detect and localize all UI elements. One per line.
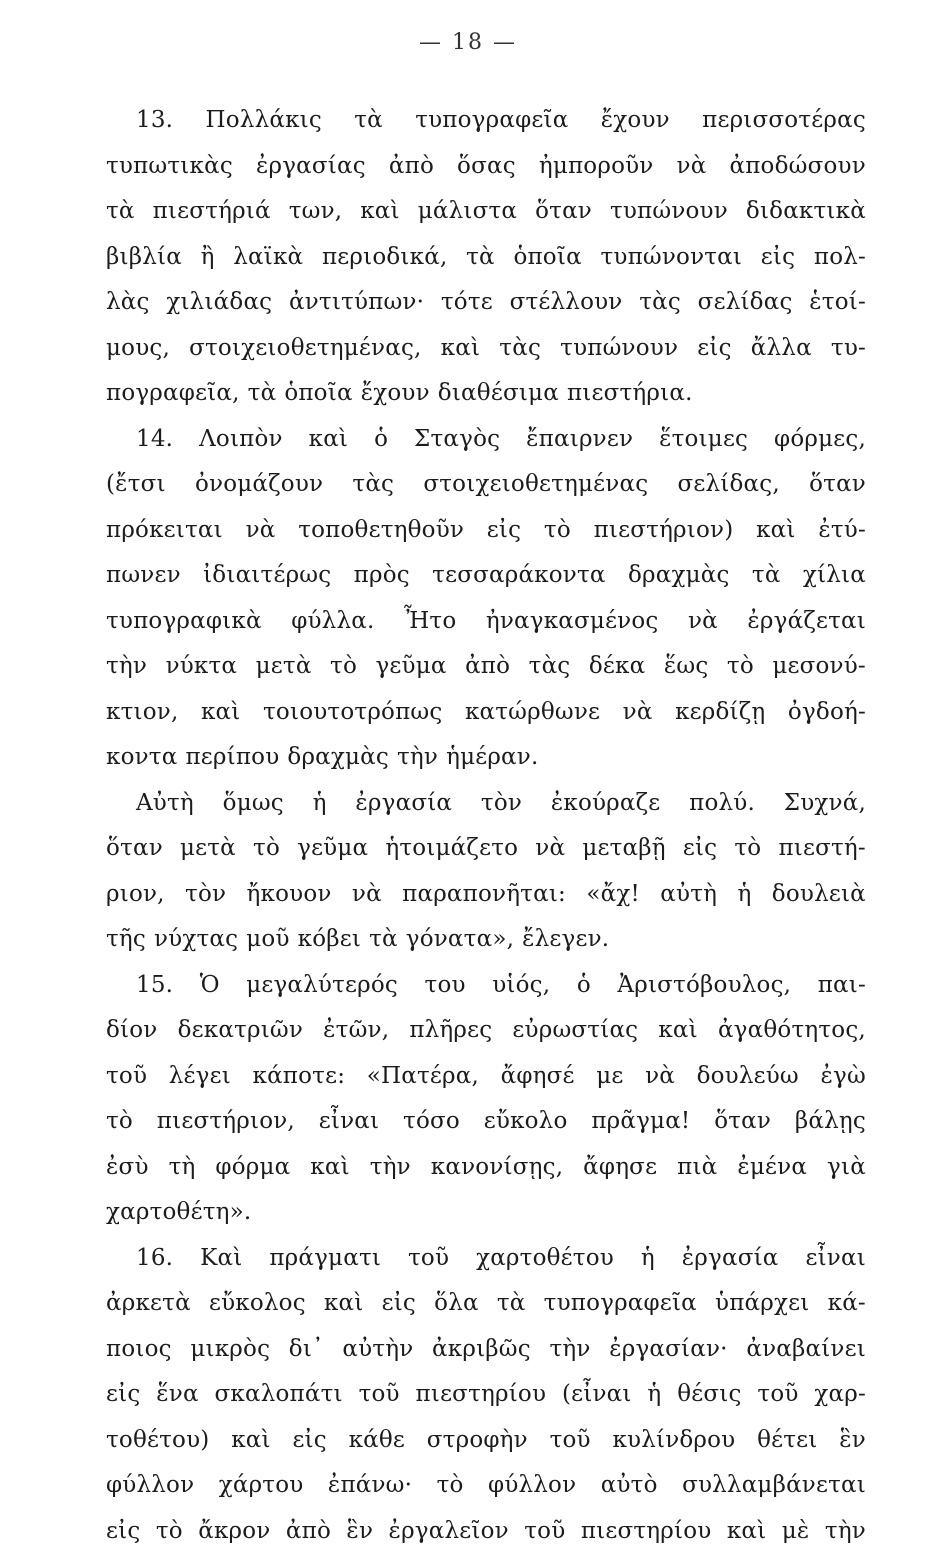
word: αὐτὸ: [601, 1463, 658, 1509]
text-line: [106, 280, 866, 326]
word: ἄφησέ: [501, 1054, 575, 1100]
word: εἰς: [106, 1372, 140, 1418]
word: στοιχειοθετημένας: [423, 462, 648, 508]
word: (ἔτσι: [106, 462, 166, 508]
word: του: [425, 963, 466, 1009]
word: τυπώνουν: [560, 326, 678, 372]
word: ἐσὺ: [106, 1145, 149, 1191]
word: εἶναι: [319, 1099, 379, 1145]
text-line: [106, 826, 866, 872]
word: τυπογραφεῖα: [544, 1281, 697, 1327]
word: τὸ: [727, 644, 754, 690]
word: στοιχειοθετημένας,: [189, 326, 421, 372]
word: δραχμὰς: [287, 735, 389, 781]
word: μοῦ: [246, 917, 289, 963]
word: τὴν: [370, 1145, 411, 1191]
word: ἐπάνω·: [328, 1463, 412, 1509]
word: κάποτε:: [253, 1054, 346, 1100]
text-line: [106, 189, 866, 235]
word: διαθέσιμα: [438, 371, 559, 417]
word: πιεστήριον): [594, 508, 734, 554]
text-line: [106, 1327, 866, 1373]
word: παραπονῆται:: [402, 872, 566, 918]
word: τὴν: [549, 1327, 590, 1373]
word: χαρ-: [814, 1372, 866, 1418]
word: ἀντιτύπων·: [289, 280, 424, 326]
word: ριον,: [106, 872, 165, 918]
word: βιβλία: [106, 235, 182, 281]
word: Καὶ: [200, 1236, 242, 1282]
word: γεῦμα: [375, 644, 446, 690]
text-line: [106, 1418, 866, 1464]
word: κερδίζῃ: [675, 690, 765, 736]
word: τοῦ: [106, 1054, 147, 1100]
text-line: [106, 1281, 866, 1327]
word: δουλεύω: [697, 1054, 799, 1100]
word: τυπώνονται: [600, 235, 742, 281]
word: ἄφησε: [583, 1145, 657, 1191]
word: Συχνά,: [784, 781, 866, 827]
word: νὰ: [623, 690, 653, 736]
word: τυπωτικὰς: [106, 144, 233, 190]
word: τοθέτου): [106, 1418, 209, 1464]
word: ἐργασία: [682, 1236, 779, 1282]
text-line: [106, 872, 866, 918]
text-line: [106, 599, 866, 645]
word: μὲ: [782, 1509, 810, 1554]
word: (εἶναι: [562, 1372, 632, 1418]
word: λαϊκὰ: [233, 235, 303, 281]
word: ἕνα: [156, 1372, 198, 1418]
word: ἄκρον: [198, 1509, 270, 1554]
word: ἕτοιμες: [659, 417, 748, 463]
word: λέγει: [169, 1054, 231, 1100]
word: ἔχουν: [601, 98, 670, 144]
word: τοῦ: [359, 1372, 400, 1418]
word: εὔκολος: [209, 1281, 306, 1327]
word: ἐργασίαν·: [609, 1327, 728, 1373]
word: βάλῃς: [795, 1099, 866, 1145]
word: τοποθετηθοῦν: [298, 508, 464, 554]
word: ἕως: [664, 644, 709, 690]
word: ὅσας: [457, 144, 516, 190]
word: τοῦ: [524, 1509, 565, 1554]
word: πολύ.: [689, 781, 755, 827]
word: πιεστή-: [778, 826, 865, 872]
word: ἐκούραζε: [551, 781, 661, 827]
word: μεταβῇ: [582, 826, 665, 872]
text-line: [106, 235, 866, 281]
word: περιοδικά,: [322, 235, 448, 281]
word: καὶ: [231, 1418, 271, 1464]
text-line: [106, 1236, 866, 1282]
word: Αὐτὴ: [136, 781, 194, 827]
word: χάρτου: [219, 1463, 304, 1509]
word: εὐρωστίας: [512, 1008, 638, 1054]
word: τοῦ: [408, 1236, 449, 1282]
word: τοῦ: [550, 1418, 591, 1464]
word: ἓν: [839, 1418, 866, 1464]
word: γόνατα»,: [406, 917, 514, 963]
word: ἄλλα: [751, 326, 812, 372]
word: ἡ: [647, 1372, 661, 1418]
word: ὁ: [577, 963, 591, 1009]
word: ἡμέραν.: [446, 735, 538, 781]
word: τυπογραφεῖα: [415, 98, 568, 144]
word: παι-: [818, 963, 866, 1009]
word: φύλλον: [106, 1463, 194, 1509]
word: νὰ: [645, 1054, 675, 1100]
word: αὐτὴ: [660, 872, 717, 918]
word: ὑπάρχει: [715, 1281, 809, 1327]
word: πιεστηρίου: [416, 1372, 547, 1418]
word: τὰ: [106, 189, 135, 235]
word: ἀπὸ: [389, 144, 434, 190]
word: ἡ: [737, 872, 751, 918]
word: πράγματι: [269, 1236, 381, 1282]
word: τοῦ: [757, 1372, 798, 1418]
word: ἐργαλεῖον: [389, 1509, 509, 1554]
text-line: [106, 781, 866, 827]
word: ὁ: [374, 417, 388, 463]
word: τοιουτοτρόπως: [263, 690, 442, 736]
word: ὅταν: [106, 826, 163, 872]
word: νὰ: [677, 144, 707, 190]
word: τὴν: [397, 735, 438, 781]
word: ἔλεγεν.: [522, 917, 609, 963]
word: γιὰ: [827, 1145, 866, 1191]
word: λὰς: [106, 280, 150, 326]
word: πιεστήρια.: [567, 371, 693, 417]
word: στροφὴν: [427, 1418, 528, 1464]
word: καὶ: [324, 1281, 364, 1327]
body-text: [106, 98, 866, 1554]
word: μάλιστα: [418, 189, 517, 235]
text-line: [106, 917, 866, 963]
word: 13.: [136, 98, 173, 144]
word: τότε: [441, 280, 493, 326]
word: φύλλα.: [291, 599, 374, 645]
word: ἀπὸ: [286, 1509, 331, 1554]
word: δίον: [106, 1008, 158, 1054]
word: ἠμποροῦν: [539, 144, 654, 190]
word: καὶ: [360, 189, 400, 235]
word: μεγαλύτερός: [246, 963, 398, 1009]
word: υἱός,: [492, 963, 550, 1009]
word: καὶ: [441, 326, 481, 372]
word: πογραφεῖα,: [106, 371, 240, 417]
text-line: [106, 553, 866, 599]
text-line: [106, 644, 866, 690]
text-line: [106, 1145, 866, 1191]
word: ἡτοιμάζετο: [385, 826, 518, 872]
word: «Πατέρα,: [367, 1054, 479, 1100]
word: τὰ: [466, 235, 495, 281]
word: τυπώνουν: [610, 189, 728, 235]
text-line: [106, 98, 866, 144]
text-line: [106, 462, 866, 508]
word: κά-: [828, 1281, 866, 1327]
text-line: [106, 144, 866, 190]
word: τὴν: [825, 1509, 866, 1554]
word: τὴ: [169, 1145, 196, 1191]
word: καὶ: [756, 508, 796, 554]
word: τόσο: [403, 1099, 460, 1145]
word: Πολλάκις: [205, 98, 321, 144]
word: φύλλον: [488, 1463, 576, 1509]
word: διδακτικὰ: [746, 189, 866, 235]
word: τὰ: [497, 1281, 526, 1327]
word: ἢ: [201, 235, 215, 281]
word: κατώρθωνε: [465, 690, 600, 736]
word: 14.: [136, 417, 173, 463]
word: των,: [289, 189, 343, 235]
word: ἔχουν: [361, 371, 430, 417]
word: νύχτας: [154, 917, 238, 963]
word: μετὰ: [256, 644, 312, 690]
word: πωνεν: [106, 553, 181, 599]
word: τῆς: [106, 917, 146, 963]
word: τὸν: [185, 872, 226, 918]
word: αὐτὴν: [342, 1327, 413, 1373]
word: Ἦτο: [404, 599, 456, 645]
word: ἀρκετὰ: [106, 1281, 191, 1327]
word: πιὰ: [677, 1145, 717, 1191]
word: δεκατριῶν: [178, 1008, 303, 1054]
word: πιεστήριον,: [157, 1099, 295, 1145]
word: ὅταν: [809, 462, 866, 508]
text-line: [106, 1190, 866, 1236]
word: φόρμα: [215, 1145, 290, 1191]
word: ἠναγκασμένος: [486, 599, 659, 645]
word: καὶ: [658, 1008, 698, 1054]
word: εἰς: [382, 1281, 416, 1327]
word: μετὰ: [180, 826, 236, 872]
word: καὶ: [310, 1145, 350, 1191]
word: κυλίνδρου: [612, 1418, 735, 1464]
text-line: [106, 508, 866, 554]
word: ἐργασία: [355, 781, 452, 827]
word: ὅλα: [434, 1281, 479, 1327]
word: ἀναβαίνει: [746, 1327, 866, 1373]
text-line: [106, 1509, 866, 1554]
word: καὶ: [309, 417, 349, 463]
word: 16.: [136, 1236, 173, 1282]
word: τὸν: [481, 781, 522, 827]
word: κοντα: [106, 735, 177, 781]
word: δουλειὰ: [772, 872, 866, 918]
word: ὅμως: [223, 781, 284, 827]
word: δέκα: [589, 644, 645, 690]
word: μους,: [106, 326, 170, 372]
word: νὰ: [246, 508, 276, 554]
text-line: [106, 417, 866, 463]
word: κάθε: [349, 1418, 405, 1464]
word: «ἄχ!: [586, 872, 640, 918]
word: τὰς: [639, 280, 681, 326]
word: περισσοτέρας: [702, 98, 866, 144]
word: συλλαμβάνεται: [682, 1463, 866, 1509]
text-line: [106, 1008, 866, 1054]
word: τὸ: [253, 826, 280, 872]
word: τὸ: [330, 644, 357, 690]
word: χαρτοθέτου: [476, 1236, 614, 1282]
word: σκαλοπάτι: [215, 1372, 343, 1418]
text-line: [106, 1099, 866, 1145]
word: πιεστήριά: [153, 189, 271, 235]
word: τὰ: [248, 371, 277, 417]
word: τὸ: [156, 1509, 183, 1554]
word: κόβει: [298, 917, 361, 963]
word: τὸ: [437, 1463, 464, 1509]
word: τὰς: [499, 326, 541, 372]
text-line: [106, 735, 866, 781]
text-line: [106, 1372, 866, 1418]
word: πρόκειται: [106, 508, 223, 554]
word: ἤκουον: [247, 872, 332, 918]
text-line: [106, 371, 866, 417]
word: ἐτῶν,: [323, 1008, 389, 1054]
word: τὴν: [106, 644, 147, 690]
word: ἀκριβῶς: [432, 1327, 531, 1373]
word: τὰ: [354, 98, 383, 144]
word: Λοιπὸν: [199, 417, 283, 463]
word: γεῦμα: [297, 826, 368, 872]
word: εἰς: [106, 1509, 140, 1554]
word: ἔπαιρνεν: [526, 417, 633, 463]
text-line: [106, 1054, 866, 1100]
word: ἐργάζεται: [747, 599, 866, 645]
word: Ὁ: [200, 963, 220, 1009]
word: μικρὸς: [190, 1327, 270, 1373]
word: τὸ: [734, 826, 761, 872]
word: σελίδας: [698, 280, 793, 326]
word: τὰς: [529, 644, 571, 690]
text-line: [106, 1463, 866, 1509]
word: τεσσαράκοντα: [432, 553, 606, 599]
word: περίπου: [185, 735, 279, 781]
word: ἐτύ-: [818, 508, 866, 554]
word: ἡ: [313, 781, 327, 827]
word: εἰς: [761, 235, 795, 281]
word: 15.: [136, 963, 173, 1009]
word: πλῆρες: [409, 1008, 492, 1054]
word: δραχμὰς: [628, 553, 730, 599]
word: τὸ: [106, 1099, 133, 1145]
word: νὰ: [352, 872, 382, 918]
word: δι᾽: [289, 1327, 324, 1373]
word: ἀγαθότητος,: [718, 1008, 866, 1054]
word: Ἀριστόβουλος,: [617, 963, 791, 1009]
word: πιεστηρίου: [581, 1509, 712, 1554]
word: καὶ: [727, 1509, 767, 1554]
word: τυ-: [831, 326, 866, 372]
word: τυπογραφικὰ: [106, 599, 262, 645]
word: ἓν: [346, 1509, 373, 1554]
text-line: [106, 963, 866, 1009]
word: ὁποῖα: [513, 235, 581, 281]
word: ἑτοί-: [809, 280, 866, 326]
word: κτιον,: [106, 690, 178, 736]
word: ποιος: [106, 1327, 172, 1373]
page-number: — 18 —: [0, 30, 936, 55]
word: εἰς: [487, 508, 521, 554]
word: ὀνομάζουν: [195, 462, 323, 508]
word: πρὸς: [354, 553, 410, 599]
word: ὀγδοή-: [788, 690, 866, 736]
word: τὰ: [752, 553, 781, 599]
word: νὰ: [688, 599, 718, 645]
word: εἰς: [292, 1418, 326, 1464]
word: ἐμένα: [737, 1145, 807, 1191]
word: χιλιάδας: [166, 280, 272, 326]
word: εἰς: [683, 826, 717, 872]
word: χίλια: [803, 553, 866, 599]
word: σελίδας,: [678, 462, 780, 508]
word: εὔκολο: [484, 1099, 568, 1145]
word: χαρτοθέτη».: [106, 1190, 251, 1236]
word: τὰ: [369, 917, 398, 963]
word: στέλλουν: [510, 280, 623, 326]
word: Σταγὸς: [414, 417, 500, 463]
word: τὰς: [352, 462, 394, 508]
word: νύκτα: [166, 644, 238, 690]
word: ἐργασίας: [256, 144, 366, 190]
word: νὰ: [535, 826, 565, 872]
word: θέσις: [677, 1372, 741, 1418]
text-line: [106, 690, 866, 736]
word: ὅταν: [714, 1099, 771, 1145]
word: τὸ: [544, 508, 571, 554]
word: ἐγὼ: [820, 1054, 865, 1100]
word: ὅταν: [535, 189, 592, 235]
word: εἰς: [697, 326, 731, 372]
word: ἰδιαιτέρως: [203, 553, 331, 599]
word: ἀπὸ: [465, 644, 510, 690]
word: φόρμες,: [774, 417, 866, 463]
word: καὶ: [201, 690, 241, 736]
word: ἀποδώσουν: [730, 144, 866, 190]
word: με: [596, 1054, 623, 1100]
word: ὁποῖα: [284, 371, 352, 417]
word: εἶναι: [805, 1236, 865, 1282]
word: μεσονύ-: [772, 644, 866, 690]
word: ἡ: [641, 1236, 655, 1282]
word: κανονίσῃς,: [431, 1145, 563, 1191]
text-line: [106, 326, 866, 372]
word: θέτει: [757, 1418, 817, 1464]
word: πολ-: [814, 235, 866, 281]
word: πρᾶγμα!: [591, 1099, 690, 1145]
